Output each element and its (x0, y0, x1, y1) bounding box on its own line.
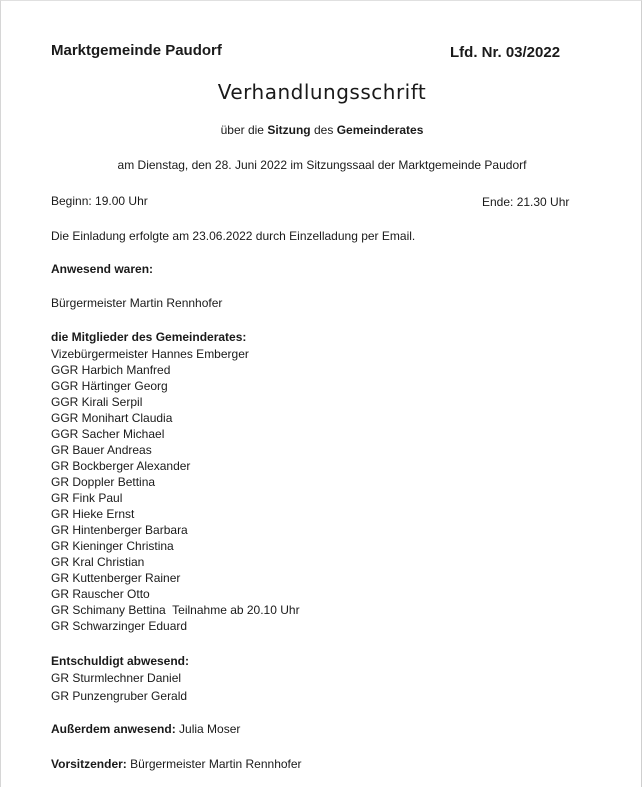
list-item: GR Rauscher Otto (51, 587, 150, 601)
document-title: Verhandlungsschrift (217, 80, 427, 104)
list-item: GGR Sacher Michael (51, 427, 165, 441)
list-item: GGR Kirali Serpil (51, 395, 143, 409)
list-item: Vizebürgermeister Hannes Emberger (51, 347, 249, 361)
end-time: Ende: 21.30 Uhr (482, 195, 570, 209)
invitation-note: Die Einladung erfolgte am 23.06.2022 durch Einzelladung per Email. (51, 229, 416, 243)
subtitle-sitzung: Sitzung (267, 123, 311, 137)
subtitle-prefix: über die (220, 123, 264, 137)
subtitle-gemeinderat: Gemeinderates (336, 123, 424, 137)
excused-list (51, 669, 187, 705)
also-present-line (51, 722, 240, 736)
list-item: GGR Monihart Claudia (51, 411, 173, 425)
municipality-header: Marktgemeinde Paudorf (51, 42, 222, 59)
document-number: Lfd. Nr. 03/2022 (450, 44, 561, 61)
list-item: GR Kuttenberger Rainer (51, 571, 181, 585)
members-heading: die Mitglieder des Gemeinderates: (51, 330, 247, 344)
also-present-label: Außerdem anwesend: (51, 722, 176, 736)
list-item: GGR Härtinger Georg (51, 379, 168, 393)
list-item: GR Hintenberger Barbara (51, 523, 188, 537)
subtitle (1, 123, 642, 137)
present-heading: Anwesend waren: (51, 262, 154, 276)
list-item: GR Schimany Bettina Teilnahme ab 20.10 Uhr (51, 603, 300, 617)
list-item: GR Fink Paul (51, 491, 123, 505)
mayor-entry: Bürgermeister Martin Rennhofer (51, 296, 223, 310)
list-item: GGR Harbich Manfred (51, 363, 171, 377)
subtitle-middle: des (313, 123, 334, 137)
chair-line (51, 757, 302, 771)
list-item: GR Sturmlechner Daniel (51, 671, 182, 685)
list-item: GR Doppler Bettina (51, 475, 156, 489)
meeting-date-line: am Dienstag, den 28. Juni 2022 im Sitzungssaal der Marktgemeinde Paudorf (117, 158, 527, 172)
members-list (51, 346, 300, 634)
list-item: GR Kieninger Christina (51, 539, 174, 553)
list-item: GR Schwarzinger Eduard (51, 619, 188, 633)
list-item: GR Bauer Andreas (51, 443, 152, 457)
list-item: GR Bockberger Alexander (51, 459, 191, 473)
list-item: GR Punzengruber Gerald (51, 689, 188, 703)
start-time: Beginn: 19.00 Uhr (51, 194, 148, 208)
chair-value: Bürgermeister Martin Rennhofer (130, 757, 302, 771)
also-present-value: Julia Moser (179, 722, 241, 736)
excused-heading: Entschuldigt abwesend: (51, 654, 190, 668)
list-item: GR Kral Christian (51, 555, 145, 569)
list-item: GR Hieke Ernst (51, 507, 135, 521)
chair-label: Vorsitzender: (51, 757, 127, 771)
